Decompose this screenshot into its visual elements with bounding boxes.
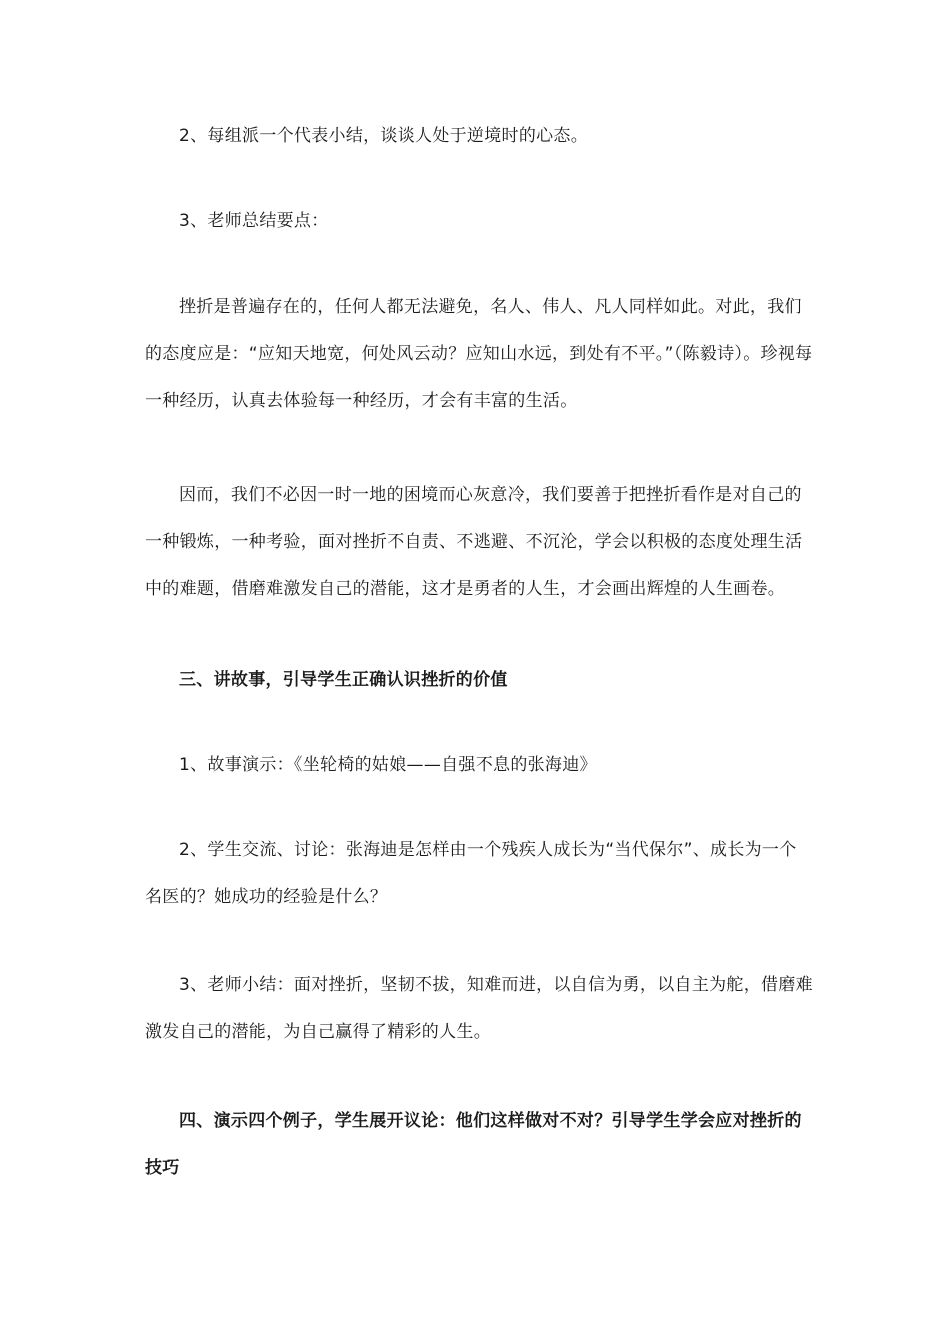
section-heading-four: 四、演示四个例子，学生展开议论：他们这样做对不对？引导学生学会应对挫折的技巧 <box>145 1111 802 1178</box>
paragraph-frustration-universal: 挫折是普遍存在的，任何人都无法避免，名人、伟人、凡人同样如此。对此，我们的态度应是：“应知天地宽，何处风云动？应知山水远，到处有不平。”（陈毅诗）。珍视每一种经历，认真去体验每一种经历，才会有丰富的生活。 <box>145 297 813 411</box>
paragraph-story-demo: 1、故事演示：《坐轮椅的姑娘——自强不息的张海迪》 <box>179 755 597 775</box>
paragraph-therefore: 因而，我们不必因一时一地的困境而心灰意冷，我们要善于把挫折看作是对自己的一种锻炼，一种考验，面对挫折不自责、不逃避、不沉沦，学会以积极的态度处理生活中的难题，借磨难激发自己的潜能，这才是勇者的人生，才会画出辉煌的人生画卷。 <box>145 485 803 599</box>
paragraph-student-discussion: 2、学生交流、讨论：张海迪是怎样由一个残疾人成长为“当代保尔”、成长为一个名医的？她成功的经验是什么？ <box>145 840 797 907</box>
paragraph-teacher-brief-summary: 3、老师小结：面对挫折，坚韧不拔，知难而进，以自信为勇，以自主为舵，借磨难激发自己的潜能，为自己赢得了精彩的人生。 <box>145 975 813 1042</box>
paragraph-group-summary: 2、每组派一个代表小结，谈谈人处于逆境时的心态。 <box>179 126 589 146</box>
paragraph-teacher-summary-heading: 3、老师总结要点： <box>179 211 329 231</box>
section-heading-three: 三、讲故事，引导学生正确认识挫折的价值 <box>179 670 508 690</box>
